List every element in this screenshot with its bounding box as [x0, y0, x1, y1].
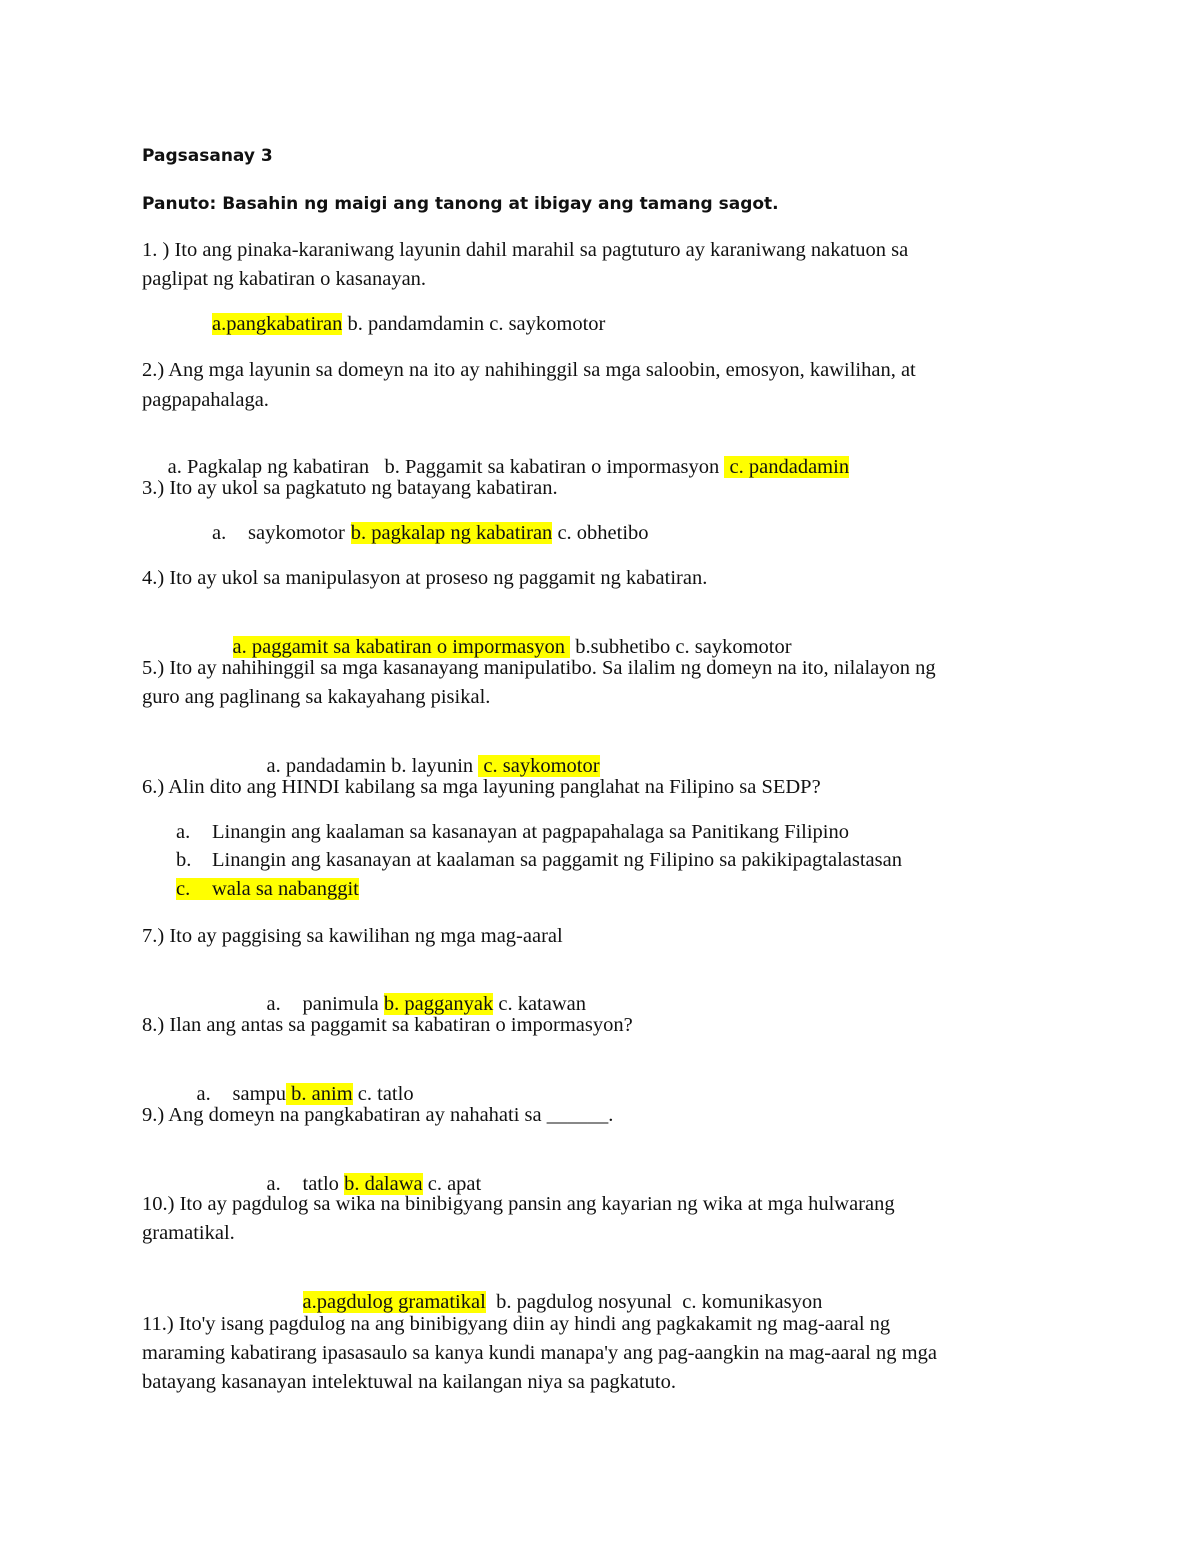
- q10-answer: a.pagdulog gramatikal: [302, 1291, 486, 1313]
- q10-line-2: gramatikal.: [142, 1222, 235, 1244]
- q5-line-2: guro ang paglinang sa kakayahang pisikal.: [142, 686, 491, 708]
- q3-choices: [212, 521, 649, 545]
- q9-choice-a: tatlo: [302, 1173, 345, 1195]
- q8-choice-c: c. tatlo: [352, 1083, 414, 1105]
- q7-line-1: 7.) Ito ay paggising sa kawilihan ng mga mag-aaral: [142, 925, 563, 947]
- q9-list-label: a.: [266, 1173, 281, 1195]
- q2-other-choices: a. Pagkalap ng kabatiran b. Paggamit sa kabatiran o impormasyon: [162, 456, 725, 478]
- q4-answer: a. paggamit sa kabatiran o impormasyon: [232, 636, 571, 658]
- q1-choices: [212, 312, 605, 336]
- q9-choice-c: c. apat: [422, 1173, 482, 1195]
- worksheet-title: Pagsasanay 3: [142, 146, 273, 166]
- q7-list-label: a.: [266, 993, 281, 1015]
- q7-choice-c: c. katawan: [493, 993, 586, 1015]
- q2-line-2: pagpapahalaga.: [142, 389, 269, 411]
- q6-option-b: [176, 848, 902, 872]
- q3-choice-a: saykomotor: [248, 522, 345, 544]
- q8-list-label: a.: [196, 1083, 211, 1105]
- q3-line-1: 3.) Ito ay ukol sa pagkatuto ng batayang kabatiran.: [142, 477, 558, 499]
- q6-option-c-label: c.: [176, 878, 191, 900]
- q4-line-1: 4.) Ito ay ukol sa manipulasyon at proseso ng paggamit ng kabatiran.: [142, 567, 708, 589]
- q6-line-1: 6.) Alin dito ang HINDI kabilang sa mga layuning panglahat na Filipino sa SEDP?: [142, 776, 821, 798]
- q6-option-a-text: Linangin ang kaalaman sa kasanayan at pagpapahalaga sa Panitikang Filipino: [212, 821, 850, 843]
- q10-line-1: 10.) Ito ay pagdulog sa wika na binibigyang pansin ang kayarian ng wika at mga hulwarang: [142, 1193, 895, 1215]
- q6-option-b-text: Linangin ang kasanayan at kaalaman sa paggamit ng Filipino sa pakikipagtalastasan: [212, 849, 902, 871]
- q6-option-b-label: b.: [176, 849, 192, 871]
- q10-other-choices: b. pagdulog nosyunal c. komunikasyon: [485, 1291, 823, 1313]
- q8-choice-a: sampu: [232, 1083, 287, 1105]
- q7-answer: b. pagganyak: [383, 993, 494, 1015]
- q6-option-a: [176, 820, 849, 844]
- q3-list-label: a.: [212, 522, 227, 544]
- q3-choice-c: c. obhetibo: [552, 522, 649, 544]
- q8-line-1: 8.) Ilan ang antas sa paggamit sa kabatiran o impormasyon?: [142, 1014, 633, 1036]
- q1-answer: a.pangkabatiran: [212, 313, 343, 335]
- q6-option-a-label: a.: [176, 821, 191, 843]
- q8-answer: b. anim: [286, 1083, 353, 1105]
- q2-line-1: 2.) Ang mga layunin sa domeyn na ito ay nahihinggil sa mga saloobin, emosyon, kawilihan, at: [142, 359, 916, 381]
- q11-line-3: batayang kasanayan intelektuwal na kailangan niya sa pagkatuto.: [142, 1371, 676, 1393]
- q9-line-1: 9.) Ang domeyn na pangkabatiran ay nahahati sa ______.: [142, 1104, 614, 1126]
- q7-choice-a: panimula: [302, 993, 384, 1015]
- q2-answer: c. pandadamin: [724, 456, 850, 478]
- q1-line-2: paglipat ng kabatiran o kasanayan.: [142, 268, 427, 290]
- q5-answer: c. saykomotor: [478, 755, 600, 777]
- q3-answer: b. pagkalap ng kabatiran: [350, 522, 553, 544]
- instructions: Panuto: Basahin ng maigi ang tanong at ibigay ang tamang sagot.: [142, 194, 779, 214]
- q1-other-choices: b. pandamdamin c. saykomotor: [342, 313, 606, 335]
- q6-option-c: [176, 877, 359, 901]
- q5-other-choices: a. pandadamin b. layunin: [266, 755, 479, 777]
- q6-option-c-text: wala sa nabanggit: [212, 878, 359, 900]
- q4-other-choices: b.subhetibo c. saykomotor: [570, 636, 792, 658]
- q11-line-2: maraming kabatirang ipasasaulo sa kanya kundi manapa'y ang pag-aangkin na mag-aaral ng mga: [142, 1342, 937, 1364]
- q11-line-1: 11.) Ito'y isang pagdulog na ang binibigyang diin ay hindi ang pagkakamit ng mag-aaral ng: [142, 1313, 891, 1335]
- q1-line-1: 1. ) Ito ang pinaka-karaniwang layunin dahil marahil sa pagtuturo ay karaniwang nakatuon sa: [142, 239, 909, 261]
- q9-answer: b. dalawa: [344, 1173, 423, 1195]
- q6-answer: [176, 878, 359, 900]
- q5-line-1: 5.) Ito ay nahihinggil sa mga kasanayang manipulatibo. Sa ilalim ng domeyn na ito, nilalayon ng: [142, 657, 936, 679]
